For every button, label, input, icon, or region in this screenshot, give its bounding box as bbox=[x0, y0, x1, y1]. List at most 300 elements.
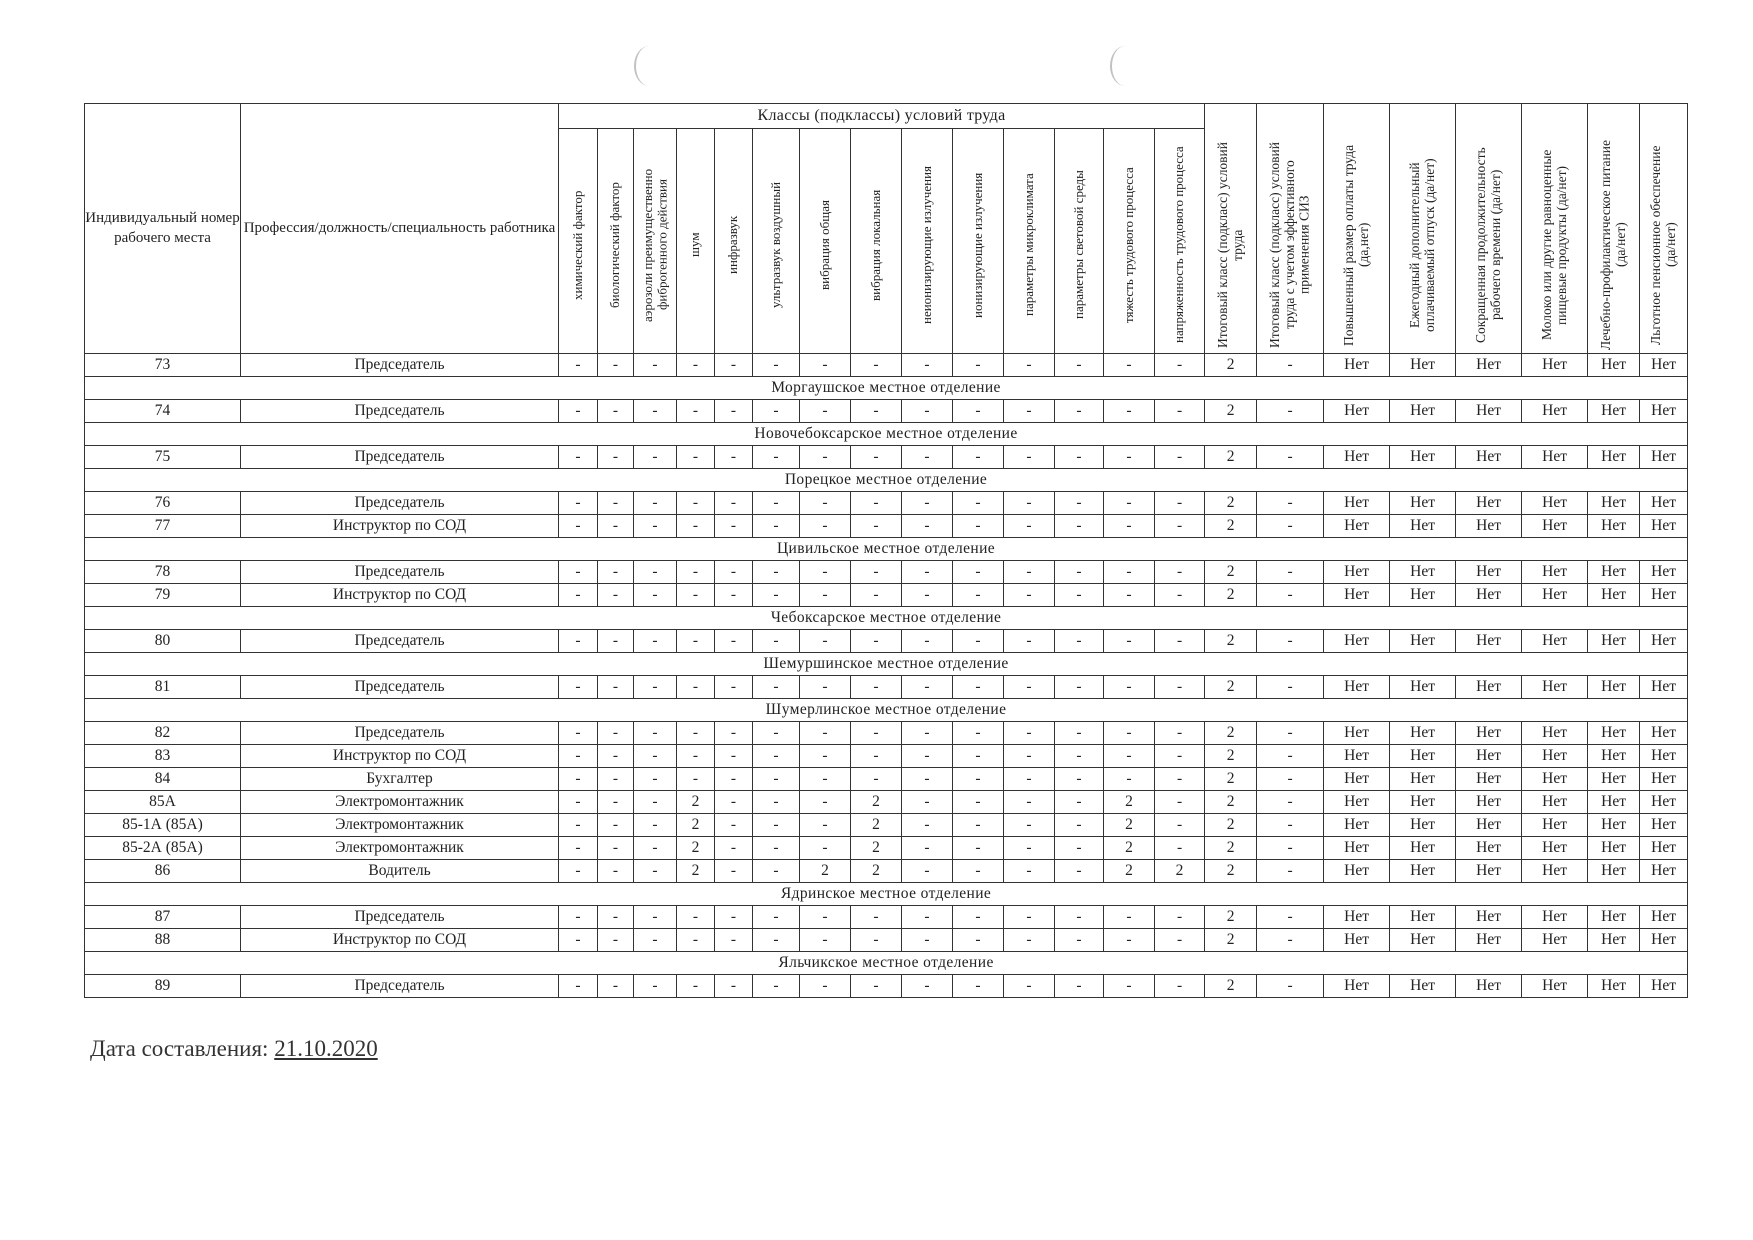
factor-class: - bbox=[902, 446, 953, 469]
workplace-id: 82 bbox=[85, 722, 241, 745]
total-class-ppe: - bbox=[1257, 561, 1324, 584]
factor-class: - bbox=[753, 745, 800, 768]
table-row bbox=[85, 860, 1688, 883]
factor-class: - bbox=[753, 630, 800, 653]
header-factor-10: параметры микроклимата bbox=[1004, 129, 1055, 354]
profession-name: Инструктор по СОД bbox=[241, 745, 559, 768]
factor-class: - bbox=[715, 400, 753, 423]
guarantee-value: Нет bbox=[1390, 630, 1456, 653]
factor-class: - bbox=[1055, 561, 1104, 584]
factor-class: - bbox=[1155, 975, 1205, 998]
factor-class: 2 bbox=[800, 860, 851, 883]
total-class: 2 bbox=[1205, 906, 1257, 929]
guarantee-value: Нет bbox=[1324, 975, 1390, 998]
guarantee-value: Нет bbox=[1522, 400, 1588, 423]
factor-class: - bbox=[1004, 906, 1055, 929]
guarantee-value: Нет bbox=[1456, 676, 1522, 699]
factor-class: - bbox=[634, 561, 677, 584]
factor-class: - bbox=[634, 791, 677, 814]
factor-class: - bbox=[800, 791, 851, 814]
factor-class: 2 bbox=[677, 837, 715, 860]
header-guarantee-0: Повышенный размер оплаты труда (да,нет) bbox=[1324, 104, 1390, 354]
table-row bbox=[85, 745, 1688, 768]
factor-class: - bbox=[800, 768, 851, 791]
guarantee-value: Нет bbox=[1324, 354, 1390, 377]
guarantee-value: Нет bbox=[1588, 515, 1640, 538]
guarantee-value: Нет bbox=[1324, 722, 1390, 745]
factor-class: - bbox=[559, 354, 598, 377]
factor-class: - bbox=[1004, 768, 1055, 791]
factor-class: - bbox=[634, 515, 677, 538]
factor-class: - bbox=[634, 929, 677, 952]
factor-class: - bbox=[953, 492, 1004, 515]
factor-class: - bbox=[800, 745, 851, 768]
guarantee-value: Нет bbox=[1324, 515, 1390, 538]
guarantee-value: Нет bbox=[1588, 906, 1640, 929]
factor-class: - bbox=[1104, 768, 1155, 791]
total-class-ppe: - bbox=[1257, 975, 1324, 998]
section-title: Яльчикское местное отделение bbox=[85, 952, 1688, 975]
factor-class: - bbox=[1004, 400, 1055, 423]
factor-class: 2 bbox=[1104, 837, 1155, 860]
factor-class: - bbox=[634, 676, 677, 699]
factor-class: - bbox=[1004, 745, 1055, 768]
workplace-id: 77 bbox=[85, 515, 241, 538]
factor-class: - bbox=[1055, 837, 1104, 860]
workplace-id: 85-2А (85А) bbox=[85, 837, 241, 860]
factor-class: - bbox=[1004, 492, 1055, 515]
factor-class: - bbox=[634, 354, 677, 377]
factor-class: - bbox=[1004, 975, 1055, 998]
factor-class: - bbox=[753, 929, 800, 952]
factor-class: - bbox=[715, 814, 753, 837]
total-class-ppe: - bbox=[1257, 722, 1324, 745]
profession-name: Председатель bbox=[241, 722, 559, 745]
guarantee-value: Нет bbox=[1588, 791, 1640, 814]
guarantee-value: Нет bbox=[1390, 837, 1456, 860]
total-class-ppe: - bbox=[1257, 745, 1324, 768]
guarantee-value: Нет bbox=[1640, 906, 1688, 929]
header-guarantee-5: Льготное пенсионное обеспечение (да/нет) bbox=[1640, 104, 1688, 354]
section-title: Новочебоксарское местное отделение bbox=[85, 423, 1688, 446]
factor-class: - bbox=[1155, 561, 1205, 584]
guarantee-value: Нет bbox=[1324, 492, 1390, 515]
factor-class: - bbox=[902, 837, 953, 860]
factor-class: - bbox=[1055, 929, 1104, 952]
guarantee-value: Нет bbox=[1390, 584, 1456, 607]
factor-class: - bbox=[953, 768, 1004, 791]
workplace-id: 88 bbox=[85, 929, 241, 952]
header-factor-1: биологический фактор bbox=[598, 129, 634, 354]
guarantee-value: Нет bbox=[1456, 354, 1522, 377]
table-row bbox=[85, 814, 1688, 837]
total-class-ppe: - bbox=[1257, 584, 1324, 607]
factor-class: - bbox=[851, 906, 902, 929]
total-class: 2 bbox=[1205, 400, 1257, 423]
factor-class: - bbox=[851, 400, 902, 423]
guarantee-value: Нет bbox=[1324, 837, 1390, 860]
guarantee-value: Нет bbox=[1390, 561, 1456, 584]
factor-class: 2 bbox=[851, 860, 902, 883]
factor-class: - bbox=[953, 722, 1004, 745]
guarantee-value: Нет bbox=[1390, 975, 1456, 998]
factor-class: - bbox=[902, 354, 953, 377]
total-class-ppe: - bbox=[1257, 515, 1324, 538]
factor-class: - bbox=[1055, 676, 1104, 699]
guarantee-value: Нет bbox=[1390, 515, 1456, 538]
factor-class: - bbox=[1104, 515, 1155, 538]
factor-class: - bbox=[851, 515, 902, 538]
factor-class: - bbox=[902, 630, 953, 653]
factor-class: 2 bbox=[1155, 860, 1205, 883]
section-header-row bbox=[85, 699, 1688, 722]
table-row bbox=[85, 791, 1688, 814]
total-class-ppe: - bbox=[1257, 814, 1324, 837]
factor-class: - bbox=[902, 400, 953, 423]
factor-class: - bbox=[1055, 814, 1104, 837]
factor-class: - bbox=[1155, 515, 1205, 538]
factor-class: - bbox=[715, 722, 753, 745]
factor-class: 2 bbox=[677, 814, 715, 837]
factor-class: - bbox=[559, 791, 598, 814]
guarantee-value: Нет bbox=[1522, 515, 1588, 538]
factor-class: - bbox=[753, 354, 800, 377]
factor-class: - bbox=[677, 584, 715, 607]
factor-class: - bbox=[902, 929, 953, 952]
guarantee-value: Нет bbox=[1640, 492, 1688, 515]
factor-class: - bbox=[851, 676, 902, 699]
factor-class: - bbox=[953, 400, 1004, 423]
factor-class: - bbox=[677, 722, 715, 745]
total-class: 2 bbox=[1205, 791, 1257, 814]
header-guarantee-4: Лечебно-профилактическое питание (да/нет) bbox=[1588, 104, 1640, 354]
factor-class: - bbox=[1004, 515, 1055, 538]
factor-class: - bbox=[634, 860, 677, 883]
total-class-ppe: - bbox=[1257, 768, 1324, 791]
factor-class: - bbox=[715, 975, 753, 998]
factor-class: - bbox=[1155, 837, 1205, 860]
guarantee-value: Нет bbox=[1640, 929, 1688, 952]
factor-class: - bbox=[559, 768, 598, 791]
factor-class: - bbox=[598, 584, 634, 607]
factor-class: - bbox=[800, 630, 851, 653]
factor-class: - bbox=[1055, 975, 1104, 998]
compilation-date bbox=[90, 1036, 378, 1062]
factor-class: 2 bbox=[1104, 791, 1155, 814]
guarantee-value: Нет bbox=[1324, 400, 1390, 423]
total-class: 2 bbox=[1205, 676, 1257, 699]
factor-class: - bbox=[715, 584, 753, 607]
factor-class: - bbox=[598, 745, 634, 768]
factor-class: - bbox=[598, 929, 634, 952]
header-guarantee-1: Ежегодный дополнительный оплачиваемый отпуск (да/нет) bbox=[1390, 104, 1456, 354]
factor-class: - bbox=[1155, 791, 1205, 814]
factor-class: - bbox=[1004, 860, 1055, 883]
factor-class: - bbox=[559, 837, 598, 860]
header-factor-12: тяжесть трудового процесса bbox=[1104, 129, 1155, 354]
factor-class: - bbox=[1004, 676, 1055, 699]
guarantee-value: Нет bbox=[1456, 791, 1522, 814]
guarantee-value: Нет bbox=[1456, 975, 1522, 998]
factor-class: - bbox=[953, 860, 1004, 883]
header-factor-4: инфразвук bbox=[715, 129, 753, 354]
guarantee-value: Нет bbox=[1588, 446, 1640, 469]
workplace-id: 75 bbox=[85, 446, 241, 469]
factor-class: - bbox=[851, 446, 902, 469]
total-class-ppe: - bbox=[1257, 837, 1324, 860]
guarantee-value: Нет bbox=[1640, 676, 1688, 699]
total-class: 2 bbox=[1205, 354, 1257, 377]
guarantee-value: Нет bbox=[1324, 814, 1390, 837]
section-title: Шемуршинское местное отделение bbox=[85, 653, 1688, 676]
header-factor-2: аэрозоли преимущественно фиброгенного действия bbox=[634, 129, 677, 354]
header-classes-title: Классы (подклассы) условий труда bbox=[559, 104, 1205, 129]
guarantee-value: Нет bbox=[1456, 630, 1522, 653]
guarantee-value: Нет bbox=[1522, 929, 1588, 952]
factor-class: - bbox=[634, 745, 677, 768]
factor-class: - bbox=[1155, 814, 1205, 837]
factor-class: - bbox=[753, 860, 800, 883]
section-title: Ядринское местное отделение bbox=[85, 883, 1688, 906]
factor-class: - bbox=[1155, 492, 1205, 515]
factor-class: - bbox=[1004, 791, 1055, 814]
profession-name: Председатель bbox=[241, 354, 559, 377]
factor-class: - bbox=[753, 492, 800, 515]
working-conditions-table bbox=[84, 103, 1688, 998]
factor-class: - bbox=[598, 814, 634, 837]
factor-class: - bbox=[1104, 906, 1155, 929]
workplace-id: 73 bbox=[85, 354, 241, 377]
guarantee-value: Нет bbox=[1640, 814, 1688, 837]
profession-name: Председатель bbox=[241, 561, 559, 584]
factor-class: - bbox=[559, 676, 598, 699]
workplace-id: 78 bbox=[85, 561, 241, 584]
factor-class: - bbox=[598, 906, 634, 929]
table-row bbox=[85, 975, 1688, 998]
section-title: Чебоксарское местное отделение bbox=[85, 607, 1688, 630]
table-row bbox=[85, 906, 1688, 929]
total-class: 2 bbox=[1205, 860, 1257, 883]
guarantee-value: Нет bbox=[1324, 768, 1390, 791]
total-class-ppe: - bbox=[1257, 906, 1324, 929]
profession-name: Председатель bbox=[241, 975, 559, 998]
factor-class: 2 bbox=[677, 860, 715, 883]
guarantee-value: Нет bbox=[1588, 975, 1640, 998]
guarantee-value: Нет bbox=[1522, 676, 1588, 699]
factor-class: - bbox=[1104, 975, 1155, 998]
guarantee-value: Нет bbox=[1522, 791, 1588, 814]
factor-class: - bbox=[598, 975, 634, 998]
factor-class: - bbox=[677, 400, 715, 423]
guarantee-value: Нет bbox=[1640, 584, 1688, 607]
section-header-row bbox=[85, 952, 1688, 975]
factor-class: - bbox=[1104, 446, 1155, 469]
workplace-id: 81 bbox=[85, 676, 241, 699]
factor-class: - bbox=[1055, 630, 1104, 653]
compilation-date-value: 21.10.2020 bbox=[274, 1036, 378, 1061]
section-title: Шумерлинское местное отделение bbox=[85, 699, 1688, 722]
guarantee-value: Нет bbox=[1522, 492, 1588, 515]
guarantee-value: Нет bbox=[1640, 860, 1688, 883]
factor-class: - bbox=[1104, 745, 1155, 768]
guarantee-value: Нет bbox=[1456, 722, 1522, 745]
factor-class: - bbox=[753, 515, 800, 538]
factor-class: - bbox=[800, 492, 851, 515]
factor-class: - bbox=[902, 492, 953, 515]
factor-class: - bbox=[953, 814, 1004, 837]
table-row bbox=[85, 515, 1688, 538]
total-class: 2 bbox=[1205, 630, 1257, 653]
guarantee-value: Нет bbox=[1640, 446, 1688, 469]
factor-class: - bbox=[1155, 722, 1205, 745]
total-class-ppe: - bbox=[1257, 446, 1324, 469]
workplace-id: 76 bbox=[85, 492, 241, 515]
guarantee-value: Нет bbox=[1390, 814, 1456, 837]
factor-class: - bbox=[715, 906, 753, 929]
factor-class: - bbox=[1055, 515, 1104, 538]
table-row bbox=[85, 768, 1688, 791]
guarantee-value: Нет bbox=[1456, 837, 1522, 860]
factor-class: - bbox=[634, 722, 677, 745]
factor-class: - bbox=[634, 975, 677, 998]
punch-hole-right bbox=[1110, 46, 1140, 86]
factor-class: - bbox=[1155, 400, 1205, 423]
guarantee-value: Нет bbox=[1640, 630, 1688, 653]
total-class: 2 bbox=[1205, 446, 1257, 469]
guarantee-value: Нет bbox=[1522, 630, 1588, 653]
guarantee-value: Нет bbox=[1324, 791, 1390, 814]
punch-hole-left bbox=[634, 46, 664, 86]
factor-class: - bbox=[800, 676, 851, 699]
guarantee-value: Нет bbox=[1456, 768, 1522, 791]
total-class: 2 bbox=[1205, 929, 1257, 952]
factor-class: - bbox=[1155, 906, 1205, 929]
factor-class: - bbox=[753, 722, 800, 745]
profession-name: Электромонтажник bbox=[241, 791, 559, 814]
table-row bbox=[85, 837, 1688, 860]
factor-class: - bbox=[851, 630, 902, 653]
factor-class: - bbox=[715, 492, 753, 515]
factor-class: - bbox=[1055, 745, 1104, 768]
guarantee-value: Нет bbox=[1588, 676, 1640, 699]
factor-class: - bbox=[1004, 837, 1055, 860]
profession-name: Председатель bbox=[241, 492, 559, 515]
factor-class: - bbox=[559, 630, 598, 653]
total-class: 2 bbox=[1205, 837, 1257, 860]
factor-class: - bbox=[677, 354, 715, 377]
factor-class: - bbox=[634, 584, 677, 607]
factor-class: - bbox=[753, 814, 800, 837]
header-factor-0: химический фактор bbox=[559, 129, 598, 354]
factor-class: - bbox=[800, 906, 851, 929]
factor-class: - bbox=[902, 860, 953, 883]
factor-class: - bbox=[902, 584, 953, 607]
factor-class: - bbox=[1055, 354, 1104, 377]
factor-class: - bbox=[1055, 768, 1104, 791]
factor-class: - bbox=[559, 492, 598, 515]
profession-name: Инструктор по СОД bbox=[241, 584, 559, 607]
guarantee-value: Нет bbox=[1324, 860, 1390, 883]
profession-name: Председатель bbox=[241, 906, 559, 929]
guarantee-value: Нет bbox=[1640, 837, 1688, 860]
guarantee-value: Нет bbox=[1588, 929, 1640, 952]
factor-class: - bbox=[953, 676, 1004, 699]
guarantee-value: Нет bbox=[1456, 515, 1522, 538]
guarantee-value: Нет bbox=[1456, 492, 1522, 515]
total-class-ppe: - bbox=[1257, 492, 1324, 515]
workplace-id: 87 bbox=[85, 906, 241, 929]
factor-class: - bbox=[559, 561, 598, 584]
guarantee-value: Нет bbox=[1456, 400, 1522, 423]
workplace-id: 79 bbox=[85, 584, 241, 607]
header-guarantee-3: Молоко или другие равноценные пищевые продукты (да/нет) bbox=[1522, 104, 1588, 354]
header-id: Индивидуальный номер рабочего места bbox=[85, 104, 241, 354]
factor-class: - bbox=[851, 492, 902, 515]
section-header-row bbox=[85, 607, 1688, 630]
factor-class: - bbox=[800, 814, 851, 837]
factor-class: - bbox=[715, 630, 753, 653]
factor-class: - bbox=[1155, 584, 1205, 607]
factor-class: - bbox=[902, 906, 953, 929]
factor-class: - bbox=[800, 354, 851, 377]
section-header-row bbox=[85, 377, 1688, 400]
guarantee-value: Нет bbox=[1640, 515, 1688, 538]
factor-class: - bbox=[559, 814, 598, 837]
profession-name: Бухгалтер bbox=[241, 768, 559, 791]
guarantee-value: Нет bbox=[1456, 745, 1522, 768]
guarantee-value: Нет bbox=[1588, 837, 1640, 860]
factor-class: - bbox=[677, 745, 715, 768]
factor-class: - bbox=[1004, 630, 1055, 653]
factor-class: 2 bbox=[1104, 860, 1155, 883]
factor-class: - bbox=[715, 446, 753, 469]
profession-name: Председатель bbox=[241, 446, 559, 469]
factor-class: - bbox=[559, 860, 598, 883]
header-factor-11: параметры световой среды bbox=[1055, 129, 1104, 354]
factor-class: - bbox=[800, 722, 851, 745]
factor-class: - bbox=[715, 745, 753, 768]
table-row bbox=[85, 492, 1688, 515]
guarantee-value: Нет bbox=[1390, 768, 1456, 791]
factor-class: - bbox=[677, 446, 715, 469]
factor-class: - bbox=[559, 515, 598, 538]
factor-class: - bbox=[1155, 676, 1205, 699]
factor-class: - bbox=[715, 515, 753, 538]
factor-class: - bbox=[753, 676, 800, 699]
factor-class: - bbox=[1155, 929, 1205, 952]
factor-class: - bbox=[753, 446, 800, 469]
section-title: Цивильское местное отделение bbox=[85, 538, 1688, 561]
factor-class: - bbox=[1155, 768, 1205, 791]
total-class: 2 bbox=[1205, 561, 1257, 584]
factor-class: - bbox=[634, 814, 677, 837]
factor-class: - bbox=[598, 492, 634, 515]
table-row bbox=[85, 561, 1688, 584]
factor-class: - bbox=[715, 791, 753, 814]
workplace-id: 83 bbox=[85, 745, 241, 768]
header-profession: Профессия/должность/специальность работника bbox=[241, 104, 559, 354]
factor-class: - bbox=[1055, 446, 1104, 469]
section-header-row bbox=[85, 469, 1688, 492]
factor-class: - bbox=[598, 400, 634, 423]
section-title: Моргаушское местное отделение bbox=[85, 377, 1688, 400]
factor-class: - bbox=[559, 906, 598, 929]
factor-class: - bbox=[800, 584, 851, 607]
profession-name: Водитель bbox=[241, 860, 559, 883]
factor-class: - bbox=[1055, 492, 1104, 515]
factor-class: - bbox=[677, 768, 715, 791]
guarantee-value: Нет bbox=[1588, 745, 1640, 768]
